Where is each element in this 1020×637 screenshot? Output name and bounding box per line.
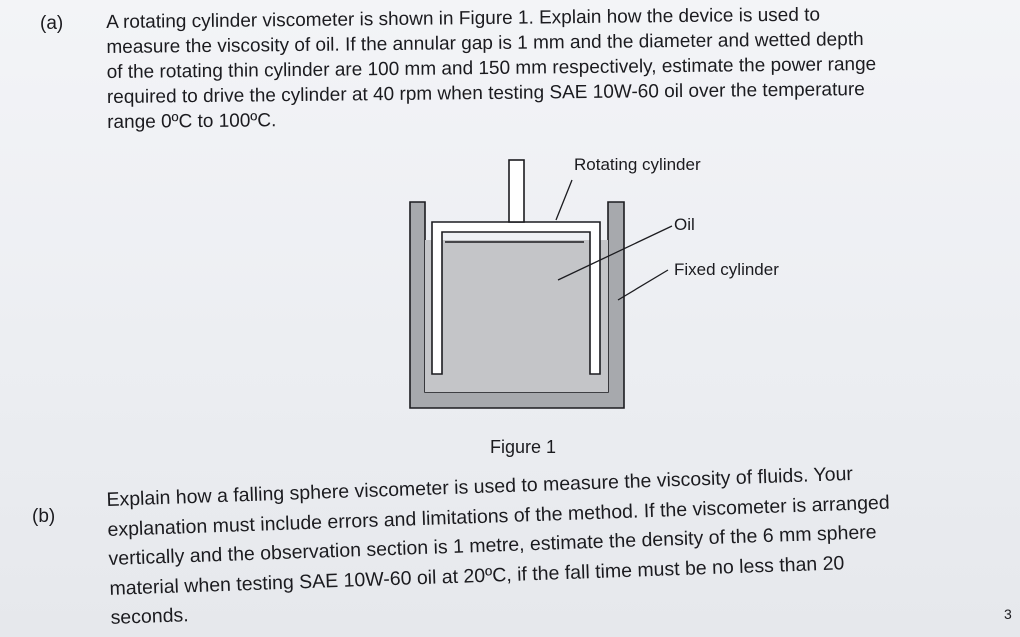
- oil-region: [425, 240, 608, 392]
- fixed-cylinder-label: Fixed cylinder: [674, 260, 779, 279]
- question-b-text: Explain how a falling sphere viscometer is used to measure the viscosity of fluids. Your explanation must include errors and limitations of the method. If the viscometer is arranged vertically and the observation section is 1 metre, estimate the density of the 6 mm sphere material when testing SAE 10W-60 oil at 20ºC, if the fall time must be no less than 20 seconds.: [106, 462, 890, 629]
- leader-rotating-cylinder: [556, 180, 572, 220]
- rotating-cylinder-label: Rotating cylinder: [574, 155, 701, 174]
- rotating-shaft: [509, 160, 524, 222]
- question-b-label: (b): [32, 506, 56, 527]
- leader-fixed-cylinder: [618, 270, 668, 300]
- page-number: 3: [1004, 606, 1012, 622]
- figure-caption: Figure 1: [490, 437, 557, 457]
- question-a-text: A rotating cylinder viscometer is shown in Figure 1. Explain how the device is used to measure the viscosity of oil. If the annular gap is 1 mm and the diameter and wetted depth of the rotating thin cylinder are 100 mm and 150 mm respectively, estimate the power range required to drive the cylinder at 40 rpm when testing SAE 10W-60 oil over the temperature range 0ºC to 100ºC.: [106, 4, 877, 133]
- question-a-label: (a): [40, 13, 64, 34]
- oil-label: Oil: [674, 215, 695, 234]
